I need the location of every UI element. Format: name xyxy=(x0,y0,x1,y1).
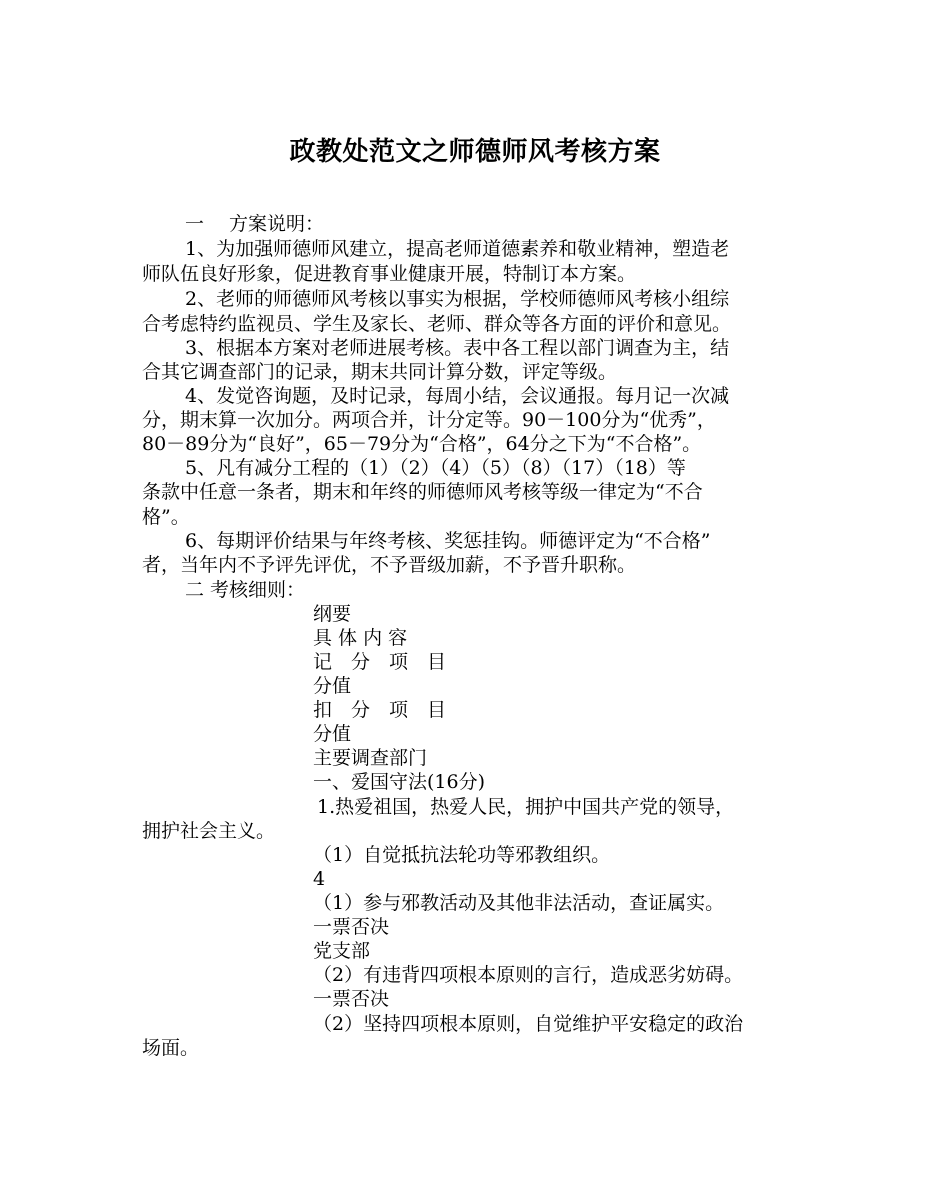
table-cell: 一票否决 xyxy=(313,988,390,1010)
paragraph-line: 80－89分为“良好”，65－79分为“合格”，64分之下为“不合格”。 xyxy=(142,433,702,455)
paragraph-line: 师队伍良好形象，促进教育事业健康开展，特制订本方案。 xyxy=(142,263,637,285)
table-cell: 纲要 xyxy=(313,603,352,625)
table-cell: 1.热爱祖国，热爱人民，拥护中国共产党的领导， xyxy=(317,796,735,818)
table-cell: （2）有违背四项根本原则的言行，造成恶劣妨碍。 xyxy=(313,964,744,986)
section-heading-plan-notes: 一 方案说明： xyxy=(185,213,325,235)
paragraph-line: 6、每期评价结果与年终考核、奖惩挂钩。师德评定为“不合格” xyxy=(185,530,711,552)
table-cell: 记 分 项 目 xyxy=(313,651,447,673)
paragraph-line: 格”。 xyxy=(142,506,190,528)
table-cell: （1）自觉抵抗法轮功等邪教组织。 xyxy=(313,844,611,866)
paragraph-line: 5、凡有减分工程的（1）（2）（4）（5）（8）（17）（18）等 xyxy=(185,457,686,479)
paragraph-line: 1、为加强师德师风建立，提高老师道德素养和敬业精神，塑造老 xyxy=(185,238,730,260)
table-cell: 一、爱国守法(16分) xyxy=(313,771,486,793)
table-cell: 4 xyxy=(313,868,326,890)
table-cell: 具 体 内 容 xyxy=(313,627,408,649)
section-heading-assessment-rules: 二 考核细则： xyxy=(185,579,306,601)
table-cell: 主要调查部门 xyxy=(313,747,428,769)
paragraph-line: 合其它调查部门的记录，期末共同计算分数，评定等级。 xyxy=(142,361,618,383)
table-cell: 一票否决 xyxy=(313,916,390,938)
table-cell: 拥护社会主义。 xyxy=(142,820,276,842)
paragraph-line: 2、老师的师德师风考核以事实为根据，学校师德师风考核小组综 xyxy=(185,288,730,310)
table-cell: 党支部 xyxy=(313,940,371,962)
document-title: 政教处范文之师德师风考核方案 xyxy=(289,137,661,167)
table-cell: 扣 分 项 目 xyxy=(313,699,447,721)
paragraph-line: 条款中任意一条者，期末和年终的师德师风考核等级一律定为“不合 xyxy=(142,481,703,503)
table-cell: 分值 xyxy=(313,723,352,745)
paragraph-line: 者，当年内不予评先评优，不予晋级加薪，不予晋升职称。 xyxy=(142,554,637,576)
paragraph-line: 3、根据本方案对老师进展考核。表中各工程以部门调查为主，结 xyxy=(185,337,730,359)
table-cell: （1）参与邪教活动及其他非法活动，查证属实。 xyxy=(313,892,725,914)
paragraph-line: 4、发觉咨询题，及时记录，每周小结，会议通报。每月记一次减 xyxy=(185,385,730,407)
paragraph-line: 合考虑特约监视员、学生及家长、老师、群众等各方面的评价和意见。 xyxy=(142,313,732,335)
table-cell: 分值 xyxy=(313,675,352,697)
table-cell: （2）坚持四项根本原则，自觉维护平安稳定的政治 xyxy=(313,1013,744,1035)
table-cell: 场面。 xyxy=(142,1037,200,1059)
paragraph-line: 分，期末算一次加分。两项合并，计分定等。90－100分为“优秀”， xyxy=(142,409,716,431)
